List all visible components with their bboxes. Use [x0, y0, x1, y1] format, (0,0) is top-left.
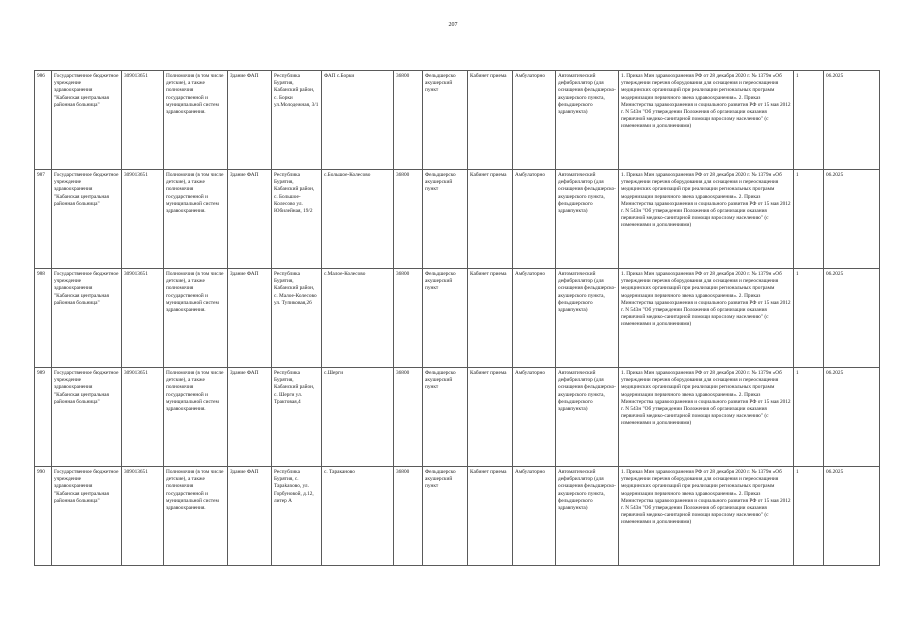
- legal-basis: 1. Приказ Мин здравоохранения РФ от 28 декабря 2020 г. № 1379н «Об утверждении перечня оборудования для оснащения и переоснащения медицинских организаций при реализации региональных программ модернизации первичного звена здравоохранения». 2. Приказ Министерства здравоохранения и социального развития РФ от 15 мая 2012 г. N 543н "Об утверждении Положения об организации оказания первичной медико-санитарной помощи взрослому населению" (с изменениями и дополнениями): [619, 71, 794, 170]
- unit-type: Фельдшерско акушерский пункт: [423, 170, 468, 269]
- authority-text: Полномочия (в том числе детские), а также полномочия государственной и муниципальной систем здравоохранения.: [164, 467, 228, 566]
- table-row: [35, 269, 880, 368]
- care-condition: Амбулаторно: [513, 269, 556, 368]
- unit-name: с.Большое-Колесово: [322, 170, 394, 269]
- page-number: 207: [448, 22, 458, 28]
- unit-name: с. Тараканово: [322, 467, 394, 566]
- address: Республика Бурятия, Кабанский район, с. Борки ул.Молодежная, 3/1: [272, 71, 322, 170]
- care-condition: Амбулаторно: [513, 71, 556, 170]
- care-condition: Амбулаторно: [513, 467, 556, 566]
- room-name: Кабинет приема: [468, 269, 513, 368]
- quantity: 1: [794, 170, 824, 269]
- unit-name: с.Малое-Колесово: [322, 269, 394, 368]
- building-type: Здание ФАП: [228, 368, 272, 467]
- authority-text: Полномочия (в том числе детские), а также полномочия государственной и муниципальной систем здравоохранения.: [164, 170, 228, 269]
- organization-name: Государственное бюджетное учреждение здравоохранения "Кабанская центральная районная больница": [52, 467, 122, 566]
- room-name: Кабинет приема: [468, 170, 513, 269]
- address: Республика Бурятия, Кабанский район, с. Шерги ул. Трактовая,4: [272, 368, 322, 467]
- unit-code: 36800: [394, 467, 423, 566]
- building-type: Здание ФАП: [228, 170, 272, 269]
- care-condition: Амбулаторно: [513, 368, 556, 467]
- building-type: Здание ФАП: [228, 269, 272, 368]
- table-row: [35, 170, 880, 269]
- organization-name: Государственное бюджетное учреждение здравоохранения "Кабанская центральная районная больница": [52, 71, 122, 170]
- device-name: Автоматический дефибриллятор (для оснащения фельдшерско-акушерского пункта, фельдшерского здравпункта): [556, 368, 619, 467]
- unit-name: ФАП с.Борки: [322, 71, 394, 170]
- organization-inn: 309013651: [122, 368, 164, 467]
- delivery-date: 06.2025: [824, 467, 880, 566]
- row-number: 990: [35, 467, 52, 566]
- quantity: 1: [794, 269, 824, 368]
- table-row: [35, 368, 880, 467]
- organization-inn: 309013651: [122, 71, 164, 170]
- organization-name: Государственное бюджетное учреждение здравоохранения "Кабанская центральная районная больница": [52, 269, 122, 368]
- address: Республика Бурятия, с. Тарakanово, ул. Горбуновой, д.12, литер А: [272, 467, 322, 566]
- unit-code: 36800: [394, 170, 423, 269]
- organization-inn: 309013651: [122, 269, 164, 368]
- unit-code: 36800: [394, 269, 423, 368]
- quantity: 1: [794, 467, 824, 566]
- unit-name: с.Шерги: [322, 368, 394, 467]
- table-row: [35, 467, 880, 566]
- device-name: Автоматический дефибриллятор (для оснащения фельдшерско-акушерского пункта, фельдшерского здравпункта): [556, 269, 619, 368]
- room-name: Кабинет приема: [468, 467, 513, 566]
- unit-code: 36800: [394, 71, 423, 170]
- unit-type: Фельдшерско акушерский пункт: [423, 71, 468, 170]
- row-number: 989: [35, 368, 52, 467]
- authority-text: Полномочия (в том числе детские), а также полномочия государственной и муниципальной систем здравоохранения.: [164, 368, 228, 467]
- authority-text: Полномочия (в том числе детские), а также полномочия государственной и муниципальной систем здравоохранения.: [164, 71, 228, 170]
- building-type: Здание ФАП: [228, 467, 272, 566]
- table-row: [35, 71, 880, 170]
- address: Республика Бурятия, Кабанский район, с. Большое-Колесово ул. Юбилейная, 19/2: [272, 170, 322, 269]
- device-name: Автоматический дефибриллятор (для оснащения фельдшерско-акушерского пункта, фельдшерского здравпункта): [556, 71, 619, 170]
- delivery-date: 06.2025: [824, 71, 880, 170]
- delivery-date: 06.2025: [824, 269, 880, 368]
- row-number: 987: [35, 170, 52, 269]
- building-type: Здание ФАП: [228, 71, 272, 170]
- row-number: 988: [35, 269, 52, 368]
- unit-type: Фельдшерско акушерский пункт: [423, 368, 468, 467]
- device-name: Автоматический дефибриллятор (для оснащения фельдшерско-акушерского пункта, фельдшерского здравпункта): [556, 170, 619, 269]
- legal-basis: 1. Приказ Мин здравоохранения РФ от 28 декабря 2020 г. № 1379н «Об утверждении перечня оборудования для оснащения и переоснащения медицинских организаций при реализации региональных программ модернизации первичного звена здравоохранения». 2. Приказ Министерства здравоохранения и социального развития РФ от 15 мая 2012 г. N 543н "Об утверждении Положения об организации оказания первичной медико-санитарной помощи взрослому населению" (с изменениями и дополнениями): [619, 467, 794, 566]
- organization-inn: 309013651: [122, 467, 164, 566]
- unit-code: 36800: [394, 368, 423, 467]
- organization-inn: 309013651: [122, 170, 164, 269]
- quantity: 1: [794, 368, 824, 467]
- room-name: Кабинет приема: [468, 71, 513, 170]
- equipment-table: [34, 70, 880, 566]
- organization-name: Государственное бюджетное учреждение здравоохранения "Кабанская центральная районная больница": [52, 170, 122, 269]
- care-condition: Амбулаторно: [513, 170, 556, 269]
- authority-text: Полномочия (в том числе детские), а также полномочия государственной и муниципальной систем здравоохранения.: [164, 269, 228, 368]
- delivery-date: 06.2025: [824, 170, 880, 269]
- unit-type: Фельдшерско акушерский пункт: [423, 467, 468, 566]
- organization-name: Государственное бюджетное учреждение здравоохранения "Кабанская центральная районная больница": [52, 368, 122, 467]
- unit-type: Фельдшерско акушерский пункт: [423, 269, 468, 368]
- quantity: 1: [794, 71, 824, 170]
- row-number: 986: [35, 71, 52, 170]
- legal-basis: 1. Приказ Мин здравоохранения РФ от 28 декабря 2020 г. № 1379н «Об утверждении перечня оборудования для оснащения и переоснащения медицинских организаций при реализации региональных программ модернизации первичного звена здравоохранения». 2. Приказ Министерства здравоохранения и социального развития РФ от 15 мая 2012 г. N 543н "Об утверждении Положения об организации оказания первичной медико-санитарной помощи взрослому населению" (с изменениями и дополнениями): [619, 368, 794, 467]
- room-name: Кабинет приема: [468, 368, 513, 467]
- address: Республика Бурятия, Кабанский район, с. Малое-Колесово ул. Тупиковая,26: [272, 269, 322, 368]
- legal-basis: 1. Приказ Мин здравоохранения РФ от 28 декабря 2020 г. № 1379н «Об утверждении перечня оборудования для оснащения и переоснащения медицинских организаций при реализации региональных программ модернизации первичного звена здравоохранения». 2. Приказ Министерства здравоохранения и социального развития РФ от 15 мая 2012 г. N 543н "Об утверждении Положения об организации оказания первичной медико-санитарной помощи взрослому населению" (с изменениями и дополнениями): [619, 170, 794, 269]
- legal-basis: 1. Приказ Мин здравоохранения РФ от 28 декабря 2020 г. № 1379н «Об утверждении перечня оборудования для оснащения и переоснащения медицинских организаций при реализации региональных программ модернизации первичного звена здравоохранения». 2. Приказ Министерства здравоохранения и социального развития РФ от 15 мая 2012 г. N 543н "Об утверждении Положения об организации оказания первичной медико-санитарной помощи взрослому населению" (с изменениями и дополнениями): [619, 269, 794, 368]
- delivery-date: 06.2025: [824, 368, 880, 467]
- device-name: Автоматический дефибриллятор (для оснащения фельдшерско-акушерского пункта, фельдшерского здравпункта): [556, 467, 619, 566]
